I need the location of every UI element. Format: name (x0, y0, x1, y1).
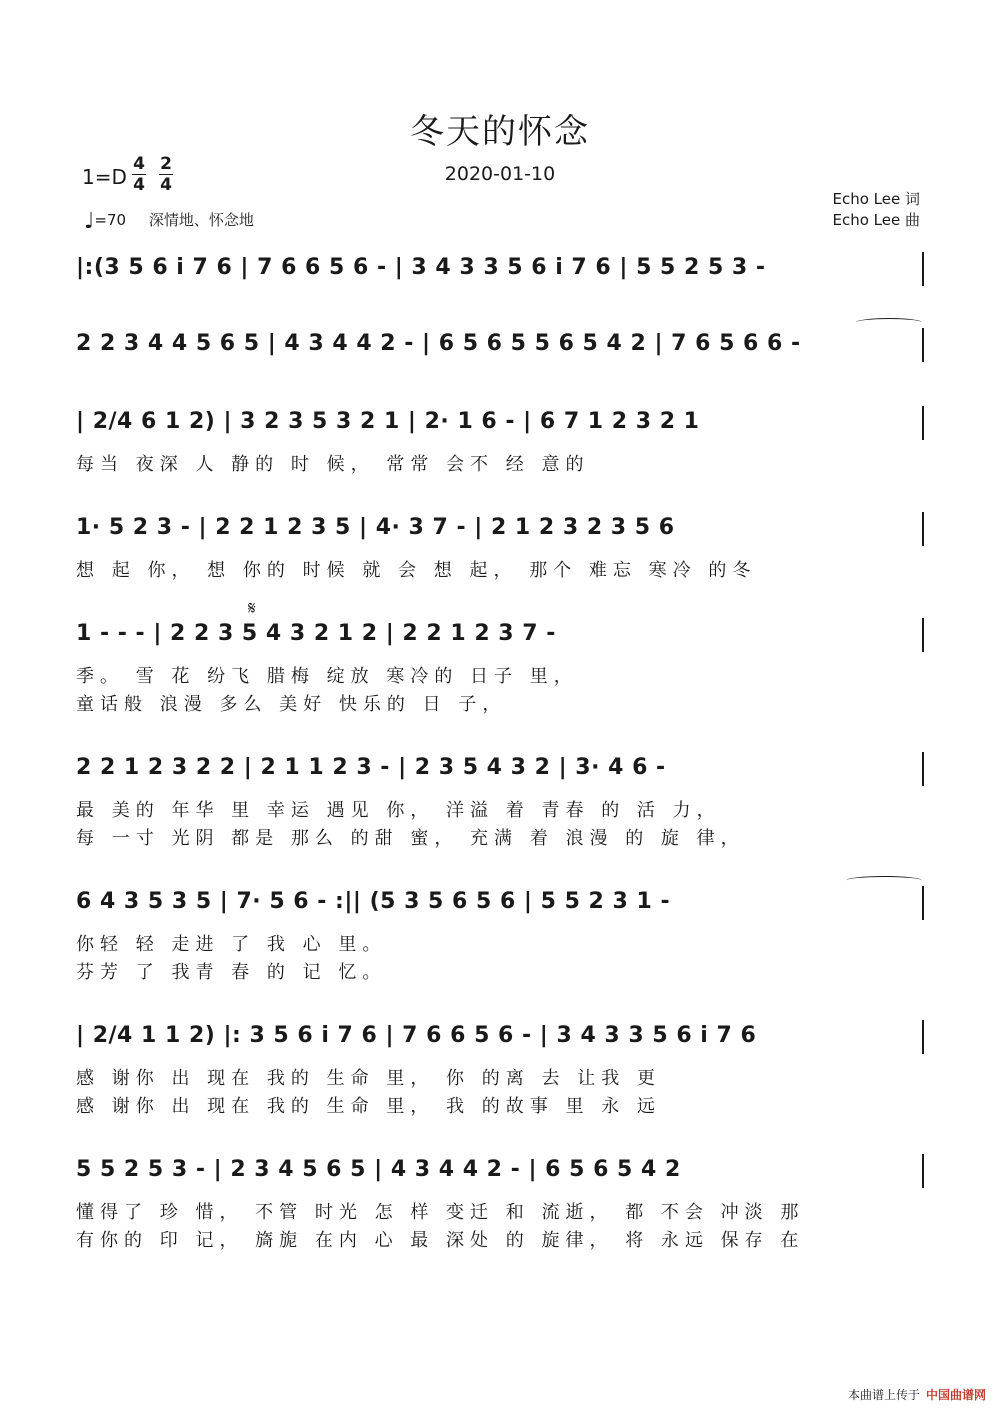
notation-row (76, 884, 924, 920)
tempo-value: =70 (94, 211, 127, 229)
notes-text: 5 5 2 5 3 - | 2 3 4 5 6 5 | 4 3 4 4 2 - | 6 5 6 5 4 2 (76, 1157, 681, 1182)
notation-row (76, 1018, 924, 1054)
lyric-line: 感 谢你 出 现在 我的 生命 里， 我 的故事 里 永 远 (76, 1096, 661, 1117)
notation-row (76, 1152, 924, 1188)
notation-row (76, 510, 924, 546)
notes-text: |:(3 5 6 i 7 6 | 7 6 6 5 6 - | 3 4 3 3 5 6 i 7 6 | 5 5 2 5 3 - (76, 255, 766, 280)
notes-text: | 2/4 1 1 2) |: 3 5 6 i 7 6 | 7 6 6 5 6 - | 3 4 3 3 5 6 i 7 6 (76, 1023, 757, 1048)
time-sig-bottom: 4 (133, 175, 145, 195)
notes-text: 6 4 3 5 3 5 | 7· 5 6 - :|| (5 3 5 6 5 6 | 5 5 2 3 1 - (76, 889, 671, 914)
quarter-note-icon: ♩ (84, 209, 95, 234)
tie-mark (856, 318, 922, 327)
lyric-line: 有你的 印 记， 旖旎 在内 心 最 深处 的 旋律， 将 永远 保存 在 (76, 1230, 805, 1251)
barline (922, 328, 924, 362)
site-brand: 中国曲谱网 (925, 1388, 986, 1402)
lyric-line: 懂得了 珍 惜， 不管 时光 怎 样 变迁 和 流逝， 都 不会 冲淡 那 (76, 1202, 805, 1223)
time-sig-top: 4 (133, 154, 145, 174)
lyric-line: 季。 雪 花 纷飞 腊梅 绽放 寒冷的 日子 里， (76, 666, 578, 687)
notation-row (76, 750, 924, 786)
notation-row (76, 404, 924, 440)
key-signature: 1=D (82, 165, 127, 189)
notes-text: 1· 5 2 3 - | 2 2 1 2 3 5 | 4· 3 7 - | 2 1 2 3 2 3 5 6 (76, 515, 675, 540)
barline (922, 252, 924, 286)
notes-text: 2 2 1 2 3 2 2 | 2 1 1 2 3 - | 2 3 5 4 3 2 | 3· 4 6 - (76, 755, 666, 780)
lyric-line: 芬芳 了 我青 春 的 记 忆。 (76, 962, 387, 983)
time-signature-4-4 (131, 154, 147, 195)
notation-row (76, 250, 924, 286)
lyric-line: 每当 夜深 人 静的 时 候， 常常 会不 经 意的 (76, 454, 590, 475)
lyricist-credit: Echo Lee 词 (832, 190, 920, 208)
barline (922, 886, 924, 920)
barline (922, 1154, 924, 1188)
time-signature-2-4 (158, 154, 174, 195)
notes-text: 2 2 3 4 4 5 6 5 | 4 3 4 4 2 - | 6 5 6 5 5 6 5 4 2 | 7 6 5 6 6 - (76, 331, 801, 356)
expression-text: 深情地、怀念地 (148, 211, 254, 229)
barline (922, 1020, 924, 1054)
date-label: 2020-01-10 (444, 163, 556, 185)
segno-icon: 𝄋 (248, 598, 256, 619)
notes-text: 1 - - - | 2 2 3 5 4 3 2 1 2 | 2 2 1 2 3 7 - (76, 621, 556, 646)
lyric-line: 童话般 浪漫 多么 美好 快乐的 日 子， (76, 694, 507, 715)
barline (922, 752, 924, 786)
time-sig-top: 2 (160, 154, 172, 174)
tempo-marking (84, 206, 254, 234)
footer-uploaded-text: 本曲谱上传于 (847, 1388, 920, 1402)
lyric-line: 感 谢你 出 现在 我的 生命 里， 你 的离 去 让我 更 (76, 1068, 661, 1089)
time-sig-bottom: 4 (160, 175, 172, 195)
barline (922, 406, 924, 440)
lyric-line: 每 一寸 光阴 都是 那么 的甜 蜜， 充满 着 浪漫 的 旋 律， (76, 828, 745, 849)
lyric-line: 最 美的 年华 里 幸运 遇见 你， 洋溢 着 青春 的 活 力， (76, 800, 721, 821)
footer-watermark (848, 1386, 986, 1403)
barline (922, 512, 924, 546)
notation-row (76, 616, 924, 652)
notation-row (76, 326, 924, 362)
song-title: 冬天的怀念 (410, 112, 590, 152)
barline (922, 618, 924, 652)
tie-mark (846, 876, 922, 885)
lyric-line: 想 起 你， 想 你的 时候 就 会 想 起， 那个 难忘 寒冷 的冬 (76, 560, 757, 581)
notes-text: | 2/4 6 1 2) | 3 2 3 5 3 2 1 | 2· 1 6 - | 6 7 1 2 3 2 1 (76, 409, 700, 434)
lyric-line: 你轻 轻 走进 了 我 心 里。 (76, 934, 387, 955)
composer-credit: Echo Lee 曲 (832, 211, 920, 229)
